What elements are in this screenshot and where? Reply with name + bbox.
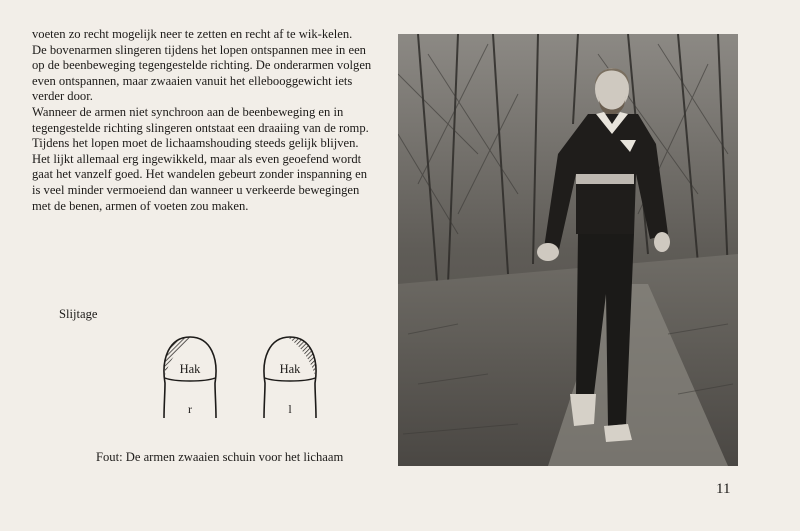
paragraph-2: De bovenarmen slingeren tijdens het lopen ontspannen mee in een op de beenbeweging tegengestelde richting. De onderarmen volgen even ontspannen, maar zwaaien vanuit het ellebooggewicht iets verder door. bbox=[32, 42, 372, 104]
side-label-r: r bbox=[188, 402, 192, 416]
body-text bbox=[32, 27, 377, 214]
diagram-title: Slijtage bbox=[59, 307, 98, 321]
heel-label-right: Hak bbox=[179, 362, 201, 376]
paragraph-1: voeten zo recht mogelijk neer te zetten en recht af te wik-kelen. bbox=[32, 27, 353, 41]
page-number: 11 bbox=[716, 481, 731, 497]
paragraph-4: Het lijkt allemaal erg ingewikkeld, maar als even geoefend wordt gaat het vanzelf goed. Het wandelen gebeurt zonder inspanning en is veel minder vermoeiend dan wanneer u verkeerde bewegingen met de benen, armen of voeten zou maken. bbox=[32, 151, 368, 213]
side-label-l: l bbox=[288, 402, 292, 416]
heel-label-left: Hak bbox=[279, 362, 301, 376]
paragraph-3: Wanneer de armen niet synchroon aan de beenbeweging en in tegengestelde richting slingeren ontstaat een draaiing van de romp. Tijdens het lopen moet de lichaamshouding steeds gelijk blijven. bbox=[32, 104, 369, 151]
sole-right-foot bbox=[164, 337, 216, 418]
sole-left-foot bbox=[264, 337, 316, 418]
heel-wear-diagram bbox=[155, 333, 330, 433]
walking-man-photo bbox=[398, 34, 738, 466]
photo-illustration bbox=[398, 34, 738, 466]
photo-caption: Fout: De armen zwaaien schuin voor het lichaam bbox=[96, 450, 344, 464]
